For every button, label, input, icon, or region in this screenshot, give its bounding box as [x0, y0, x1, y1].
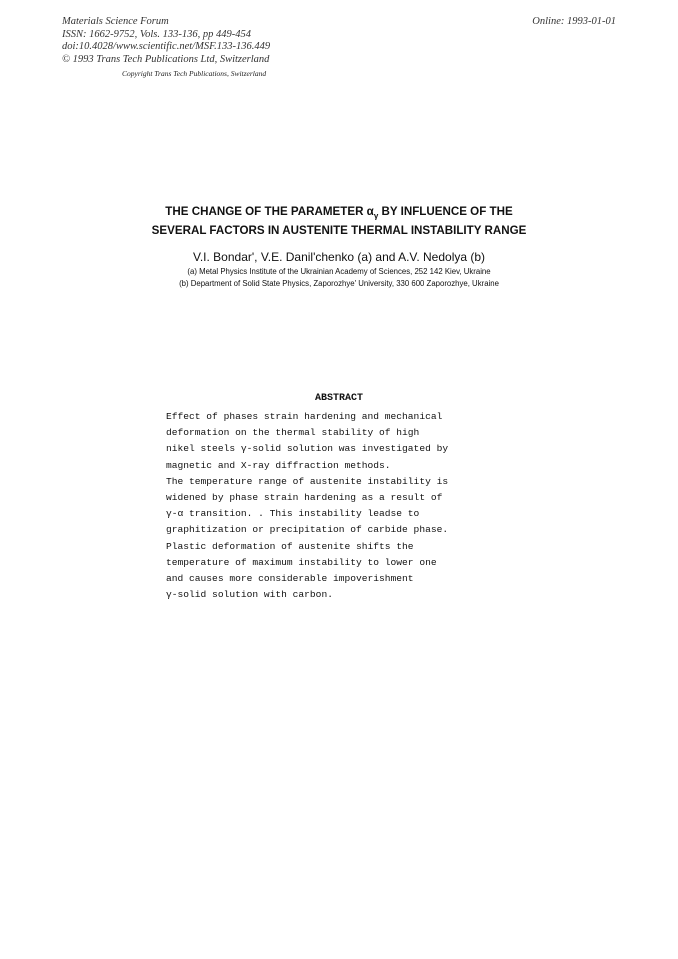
- affiliation-a: (a) Metal Physics Institute of the Ukrainian Academy of Sciences, 252 142 Kiev, Ukraine: [187, 267, 491, 276]
- abstract-line: graphitization or precipitation of carbide phase.: [166, 524, 449, 536]
- abstract-heading: ABSTRACT: [314, 393, 363, 404]
- abstract-line: and causes more considerable impoverishment: [166, 573, 414, 585]
- paper-title: [0, 204, 678, 238]
- copyright-notice: Copyright Trans Tech Publications, Switzerland: [122, 69, 267, 78]
- abstract-line: magnetic and X-ray diffraction methods.: [166, 459, 391, 471]
- abstract-line: The temperature range of austenite instability is: [166, 475, 449, 487]
- abstract-line: Effect of phases strain hardening and mechanical: [166, 411, 443, 422]
- affiliations: [0, 266, 678, 290]
- abstract-body: [166, 409, 484, 603]
- abstract-line: γ-solid solution with carbon.: [166, 589, 333, 601]
- title-line-1-start: THE CHANGE OF THE PARAMETER α: [165, 205, 374, 218]
- affiliation-b: (b) Department of Solid State Physics, Zaporozhye' University, 330 600 Zaporozhye, Ukraine: [179, 279, 499, 288]
- abstract-line: nikel steels γ-solid solution was investigated by: [166, 443, 449, 455]
- publisher-line: © 1993 Trans Tech Publications Ltd, Switzerland: [62, 53, 270, 65]
- issn-line: ISSN: 1662-9752, Vols. 133-136, pp 449-454: [62, 28, 251, 40]
- abstract-line: temperature of maximum instability to lower one: [166, 556, 437, 568]
- abstract-line: Plastic deformation of austenite shifts the: [166, 540, 414, 552]
- abstract-line: deformation on the thermal stability of high: [166, 427, 420, 439]
- title-line-1: [0, 204, 678, 223]
- journal-name: Materials Science Forum: [62, 16, 169, 27]
- title-subscript: γ: [373, 211, 379, 221]
- authors: V.I. Bondar', V.E. Danil'chenko (a) and A.V. Nedolya (b): [192, 250, 486, 264]
- online-date: Online: 1993-01-01: [532, 16, 616, 27]
- title-line-2: SEVERAL FACTORS IN AUSTENITE THERMAL INSTABILITY RANGE: [151, 224, 527, 238]
- title-line-1-end: BY INFLUENCE OF THE: [378, 205, 513, 218]
- doi-line[interactable]: doi:10.4028/www.scientific.net/MSF.133-136.449: [62, 41, 271, 52]
- abstract-line: γ-α transition. . This instability leadse to: [166, 508, 420, 520]
- journal-metadata: [62, 16, 270, 66]
- abstract-line: widened by phase strain hardening as a result of: [166, 492, 443, 504]
